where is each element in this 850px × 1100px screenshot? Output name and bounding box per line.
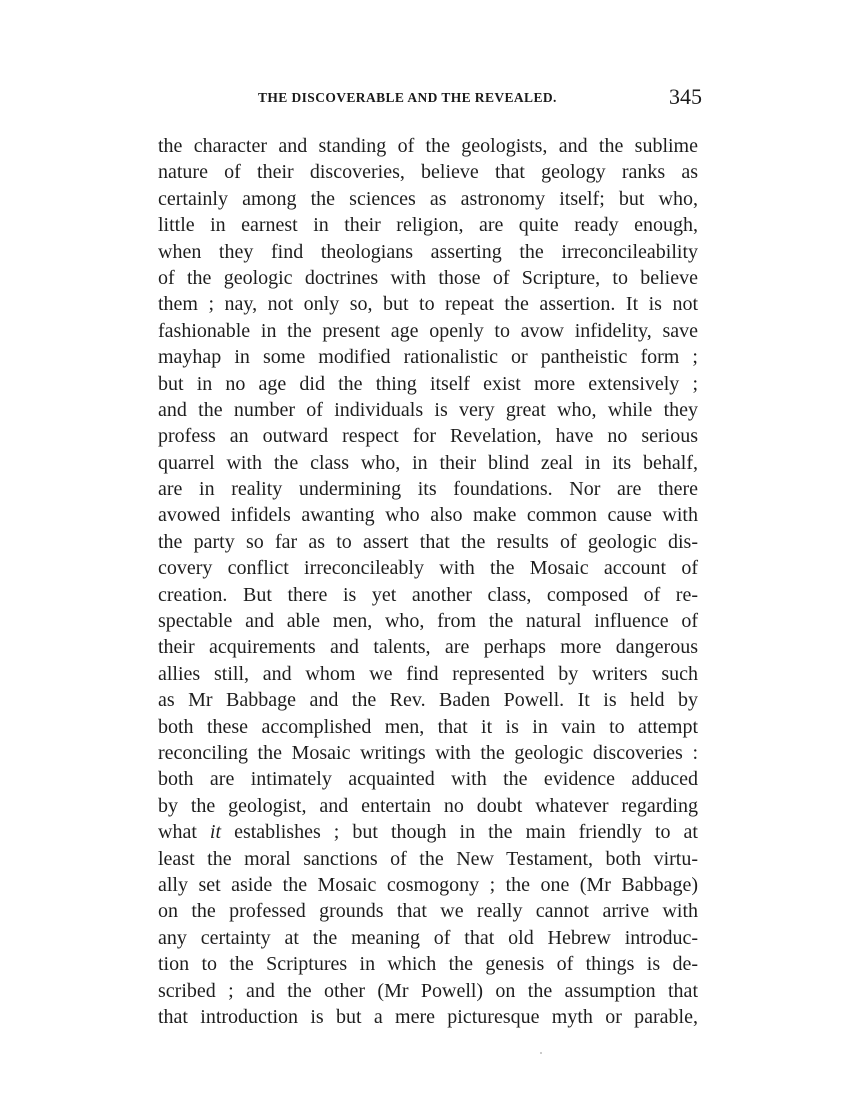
text-line: their acquirements and talents, are perhaps more dangerous: [158, 636, 698, 659]
text-line: reconciling the Mosaic writings with the geologic discoveries :: [158, 741, 698, 764]
text-line: creation. But there is yet another class, composed of re-: [158, 583, 698, 606]
text-line: that introduction is but a mere picturesque myth or parable,: [158, 1005, 698, 1028]
text-line: avowed infidels awanting who also make common cause with: [158, 504, 698, 527]
text-line: on the professed grounds that we really cannot arrive with: [158, 900, 698, 923]
emphasis: it: [209, 821, 222, 844]
text-line: when they find theologians asserting the irreconcileability: [158, 240, 698, 263]
text-line: tion to the Scriptures in which the genesis of things is de-: [158, 953, 698, 976]
text-line: and the number of individuals is very great who, while they: [158, 398, 698, 421]
body-text: [158, 133, 698, 1030]
text-line: fashionable in the present age openly to avow infidelity, save: [158, 319, 698, 342]
text-line: them ; nay, not only so, but to repeat the assertion. It is not: [158, 293, 698, 316]
text-line: the character and standing of the geologists, and the sublime: [158, 135, 698, 157]
page-number: 345: [669, 84, 702, 109]
text-line: of the geologic doctrines with those of Scripture, to believe: [158, 266, 698, 289]
text-line: scribed ; and the other (Mr Powell) on the assumption that: [158, 979, 698, 1002]
text-line: little in earnest in their religion, are quite ready enough,: [158, 214, 698, 237]
text-line: mayhap in some modified rationalistic or pantheistic form ;: [158, 346, 698, 369]
text-line: nature of their discoveries, believe that geology ranks as: [158, 161, 698, 184]
text-line: covery conflict irreconcileably with the Mosaic account of: [158, 557, 698, 580]
text-line: least the moral sanctions of the New Testament, both virtu-: [158, 847, 698, 870]
text-line: certainly among the sciences as astronomy itself; but who,: [158, 187, 698, 210]
text-line: but in no age did the thing itself exist more extensively ;: [158, 372, 698, 395]
running-title: THE DISCOVERABLE AND THE REVEALED.: [258, 90, 557, 105]
text-line: quarrel with the class who, in their blind zeal in its behalf,: [158, 451, 698, 474]
text-line: allies still, and whom we find represented by writers such: [158, 662, 698, 685]
text-line: are in reality undermining its foundations. Nor are there: [158, 478, 698, 501]
text-line: spectable and able men, who, from the natural influence of: [158, 610, 698, 633]
text-line: the party so far as to assert that the results of geologic dis-: [158, 530, 698, 553]
text-line: by the geologist, and entertain no doubt whatever regarding: [158, 794, 698, 817]
text-line: any certainty at the meaning of that old Hebrew introduc-: [158, 926, 698, 949]
text-line: ally set aside the Mosaic cosmogony ; the one (Mr Babbage): [158, 873, 698, 896]
text-line: both these accomplished men, that it is in vain to attempt: [158, 715, 698, 738]
print-speck: [540, 1052, 542, 1054]
text-line: what it establishes ; but though in the main friendly to at: [158, 821, 698, 844]
text-line: both are intimately acquainted with the evidence adduced: [158, 768, 698, 791]
text-line: profess an outward respect for Revelation, have no serious: [158, 425, 698, 448]
text-line: as Mr Babbage and the Rev. Baden Powell. It is held by: [158, 689, 698, 712]
running-head: [160, 86, 702, 114]
